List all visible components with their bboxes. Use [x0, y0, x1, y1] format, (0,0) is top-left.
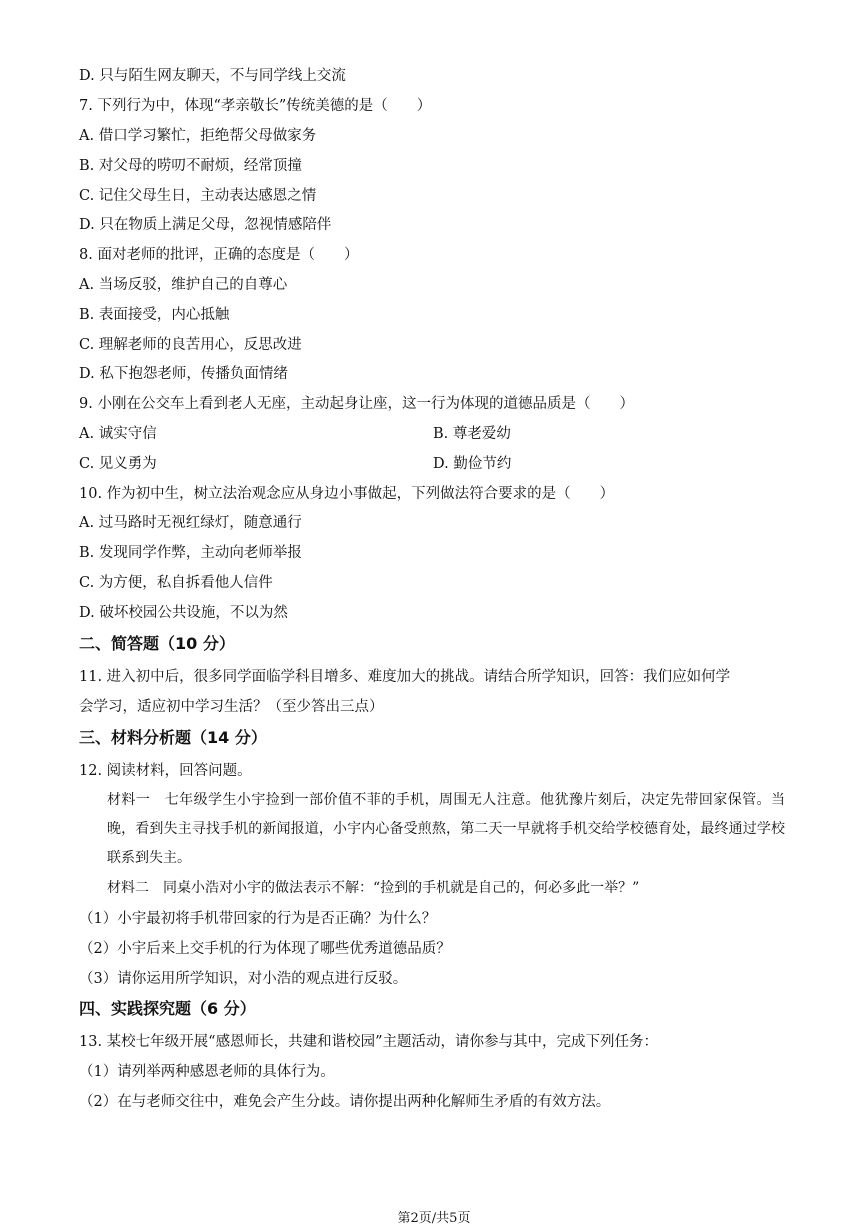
q13-stem: 13. 某校七年级开展“感恩师长，共建和谐校园”主题活动，请你参与其中，完成下列任务：: [79, 1034, 658, 1050]
section3-title: 三、材料分析题（14 分）: [79, 728, 267, 747]
q13-sub2: （2）在与老师交往中，难免会产生分歧。请你提出两种化解师生矛盾的有效方法。: [79, 1094, 611, 1110]
q10-option-b: B. 发现同学作弊，主动向老师举报: [79, 545, 302, 561]
q11-line1: 11. 进入初中后，很多同学面临学科目增多、难度加大的挑战。请结合所学知识，回答：我们应如何学: [79, 669, 731, 685]
page-footer: 第2页/共5页: [397, 1211, 471, 1226]
q7-option-c: C. 记住父母生日，主动表达感恩之情: [79, 188, 317, 204]
q8-option-a: A. 当场反驳，维护自己的自尊心: [79, 277, 288, 293]
material-2-text: 材料二 同桌小浩对小宇的做法表示不解：“捡到的手机就是自己的，何必多此一举？”: [107, 880, 640, 896]
q7-stem: 7. 下列行为中，体现“孝亲敬长”传统美德的是（ ）: [79, 98, 432, 114]
q12-sub2: （2）小宇后来上交手机的行为体现了哪些优秀道德品质？: [79, 941, 451, 957]
material-1-text: 材料一 七年级学生小宇捡到一部价值不菲的手机，周围无人注意。他犹豫片刻后，决定先带回家保管。当晚，看到失主寻找手机的新闻报道，小宇内心备受煎熬，第二天一早就将手机交给学校德育处，最终通过学校联系到失主。: [107, 792, 785, 866]
q10-option-c: C. 为方便，私自拆看他人信件: [79, 575, 273, 591]
material-1: [79, 786, 785, 873]
q10-stem: 10. 作为初中生，树立法治观念应从身边小事做起，下列做法符合要求的是（ ）: [79, 486, 615, 502]
q8-option-d: D. 私下抱怨老师，传播负面情绪: [79, 366, 288, 382]
q12-stem: 12. 阅读材料，回答问题。: [79, 763, 252, 779]
material-2: [79, 874, 785, 903]
q9-option-b: B. 尊老爱幼: [433, 426, 511, 442]
q9-stem: 9. 小刚在公交车上看到老人无座，主动起身让座，这一行为体现的道德品质是（ ）: [79, 396, 634, 412]
q9-option-d: D. 勤俭节约: [433, 456, 512, 472]
q12-sub3: （3）请你运用所学知识，对小浩的观点进行反驳。: [79, 971, 408, 987]
q7-option-b: B. 对父母的唠叨不耐烦，经常顶撞: [79, 158, 302, 174]
q13-sub1: （1）请列举两种感恩老师的具体行为。: [79, 1064, 335, 1080]
q9-option-a: A. 诚实守信: [79, 426, 157, 442]
section4-title: 四、实践探究题（6 分）: [79, 999, 256, 1018]
q6-option-d: D. 只与陌生网友聊天，不与同学线上交流: [79, 68, 346, 84]
q8-option-b: B. 表面接受，内心抵触: [79, 307, 230, 323]
q10-option-a: A. 过马路时无视红绿灯，随意通行: [79, 515, 302, 531]
q8-stem: 8. 面对老师的批评，正确的态度是（ ）: [79, 247, 359, 263]
q7-option-a: A. 借口学习繁忙，拒绝帮父母做家务: [79, 128, 317, 144]
section2-title: 二、简答题（10 分）: [79, 634, 235, 653]
q9-option-c: C. 见义勇为: [79, 456, 157, 472]
q11-line2: 会学习，适应初中学习生活？（至少答出三点）: [79, 699, 384, 715]
q8-option-c: C. 理解老师的良苦用心，反思改进: [79, 337, 302, 353]
q12-sub1: （1）小宇最初将手机带回家的行为是否正确？为什么？: [79, 911, 437, 927]
q7-option-d: D. 只在物质上满足父母，忽视情感陪伴: [79, 217, 332, 233]
q10-option-d: D. 破坏校园公共设施，不以为然: [79, 605, 288, 621]
